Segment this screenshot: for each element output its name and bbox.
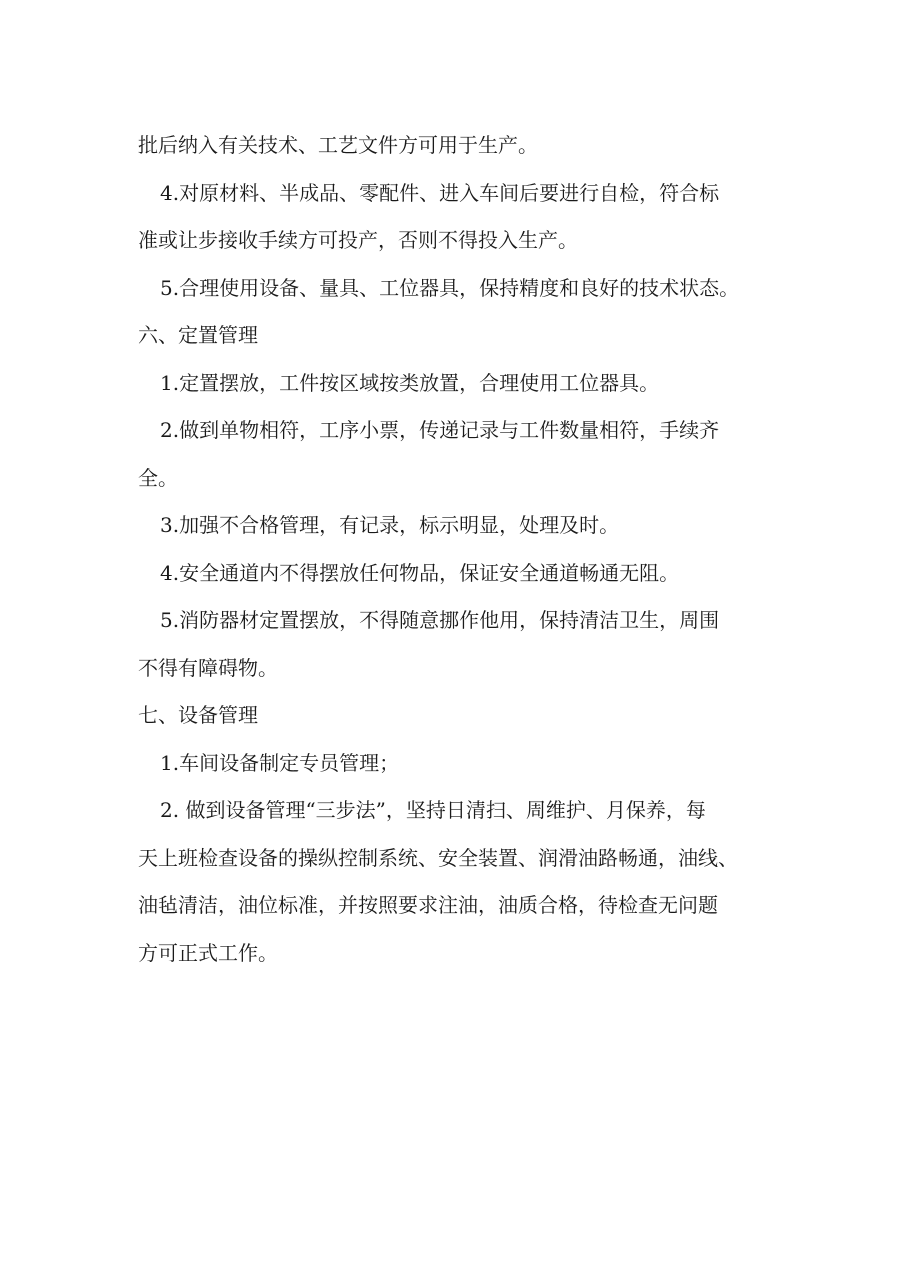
- text-line: 全。: [138, 465, 178, 490]
- text-line: 4.对原材料、半成品、零配件、进入车间后要进行自检，符合标: [160, 180, 720, 205]
- text-line: 方可正式工作。: [138, 940, 278, 965]
- text-line: 批后纳入有关技术、工艺文件方可用于生产。: [138, 133, 538, 157]
- text-line: 2.做到单物相符，工序小票，传递记录与工件数量相符，手续齐: [160, 418, 720, 442]
- text-line: 天上班检查设备的操纵控制系统、安全装置、润滑油路畅通，油线、: [138, 845, 738, 870]
- text-line: 不得有障碍物。: [138, 655, 278, 680]
- text-line: 4.安全通道内不得摆放任何物品，保证安全通道畅通无阻。: [160, 560, 680, 585]
- text-line: 1.定置摆放，工件按区域按类放置，合理使用工位器具。: [160, 370, 660, 395]
- text-line: 2. 做到设备管理“三步法”，坚持日清扫、周维护、月保养，每: [160, 798, 706, 822]
- document-body: [138, 122, 788, 977]
- text-line: 3.加强不合格管理，有记录，标示明显，处理及时。: [160, 513, 620, 537]
- text-line: 5.合理使用设备、量具、工位器具，保持精度和良好的技术状态。: [160, 275, 740, 300]
- section-heading: 六、定置管理: [138, 323, 258, 347]
- text-line: 油毡清洁，油位标准，并按照要求注油，油质合格，待检查无问题: [138, 893, 718, 917]
- text-line: 5.消防器材定置摆放，不得随意挪作他用，保持清洁卫生，周围: [160, 608, 720, 632]
- text-line: 1.车间设备制定专员管理；: [160, 750, 400, 775]
- text-line: 准或让步接收手续方可投产，否则不得投入生产。: [138, 228, 578, 252]
- section-heading: 七、设备管理: [138, 703, 258, 727]
